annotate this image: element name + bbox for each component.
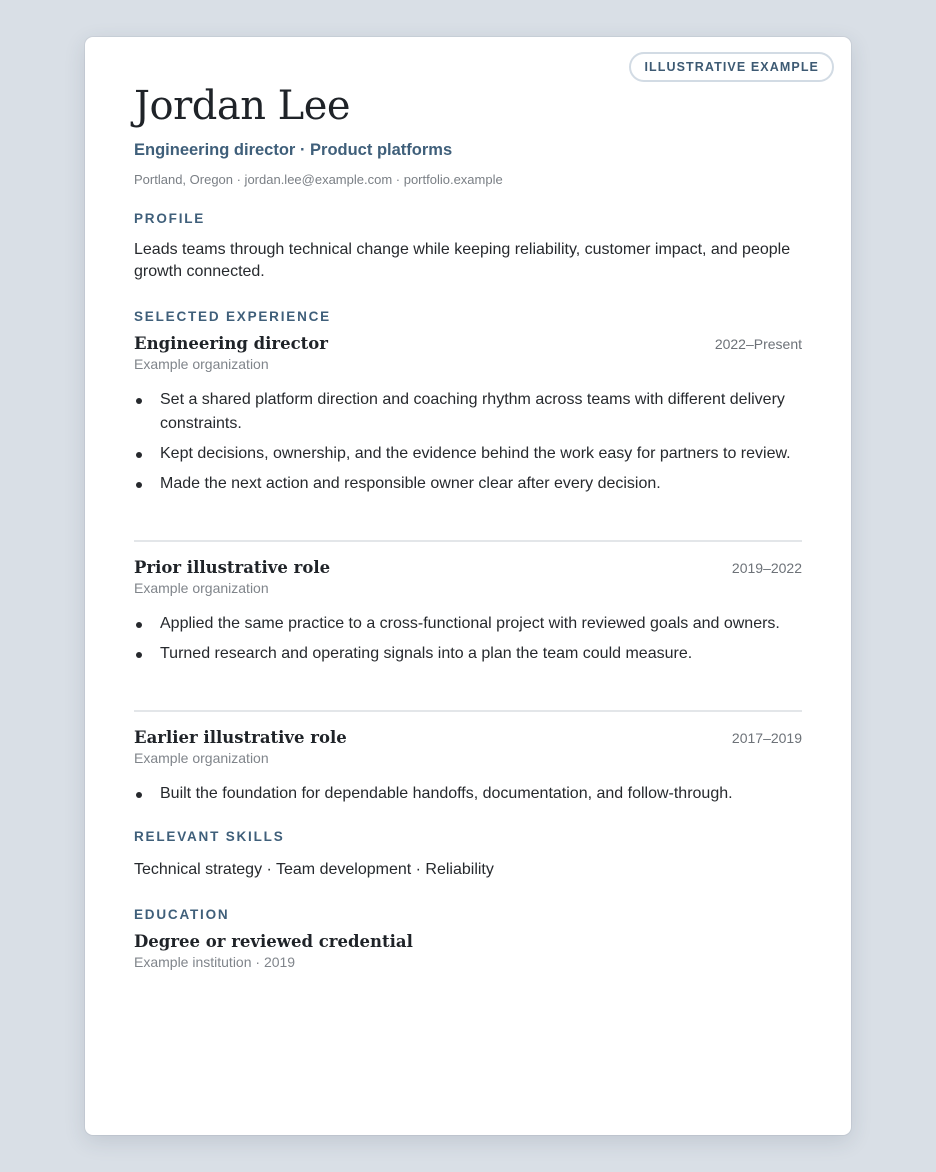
job-dates: 2022–Present [714, 336, 802, 352]
education-heading: EDUCATION [134, 907, 230, 922]
contact-line: Portland, Oregon · jordan.lee@example.com · portfolio.example [134, 172, 503, 187]
bullet-item [134, 472, 802, 496]
education-credential: Degree or reviewed credential [134, 932, 413, 951]
illustrative-example-badge: ILLUSTRATIVE EXAMPLE [629, 52, 834, 82]
bullet-dot-icon [136, 398, 142, 404]
bullet-item [134, 388, 802, 436]
resume-page [85, 37, 851, 1135]
job-bullet-list [134, 388, 802, 502]
bullet-dot-icon [136, 792, 142, 798]
bullet-text: Kept decisions, ownership, and the evidence behind the work easy for partners to review. [160, 445, 791, 462]
job-divider [134, 540, 802, 542]
bullet-dot-icon [136, 652, 142, 658]
bullet-item [134, 782, 802, 806]
job-divider [134, 710, 802, 712]
job-title: Prior illustrative role [134, 558, 331, 577]
bullet-text: Set a shared platform direction and coaching rhythm across teams with different delivery constraints. [160, 391, 785, 432]
bullet-text: Applied the same practice to a cross-functional project with reviewed goals and owners. [160, 615, 780, 632]
job-organization: Example organization [134, 356, 269, 372]
job-title: Engineering director [134, 334, 328, 353]
bullet-text: Built the foundation for dependable handoffs, documentation, and follow-through. [160, 785, 733, 802]
bullet-text: Made the next action and responsible owner clear after every decision. [160, 475, 661, 492]
job-organization: Example organization [134, 750, 269, 766]
job-organization: Example organization [134, 580, 269, 596]
bullet-item [134, 442, 802, 466]
experience-heading: SELECTED EXPERIENCE [134, 309, 331, 324]
bullet-text: Turned research and operating signals into a plan the team could measure. [160, 645, 693, 662]
candidate-name: Jordan Lee [134, 83, 351, 129]
education-detail: Example institution · 2019 [134, 954, 296, 970]
job-dates: 2017–2019 [731, 730, 802, 746]
job-dates: 2019–2022 [731, 560, 802, 576]
bullet-dot-icon [136, 622, 142, 628]
job-title: Earlier illustrative role [134, 728, 347, 747]
job-bullet-list [134, 782, 802, 812]
skills-list: Technical strategy · Team development · Reliability [134, 861, 494, 878]
job-bullet-list [134, 612, 802, 672]
bullet-item [134, 612, 802, 636]
skills-heading: RELEVANT SKILLS [134, 829, 285, 844]
profile-text: Leads teams through technical change while keeping reliability, customer impact, and people growth connected. [134, 241, 791, 280]
bullet-dot-icon [136, 482, 142, 488]
candidate-title: Engineering director · Product platforms [134, 141, 453, 159]
profile-heading: PROFILE [134, 211, 206, 226]
bullet-dot-icon [136, 452, 142, 458]
bullet-item [134, 642, 802, 666]
